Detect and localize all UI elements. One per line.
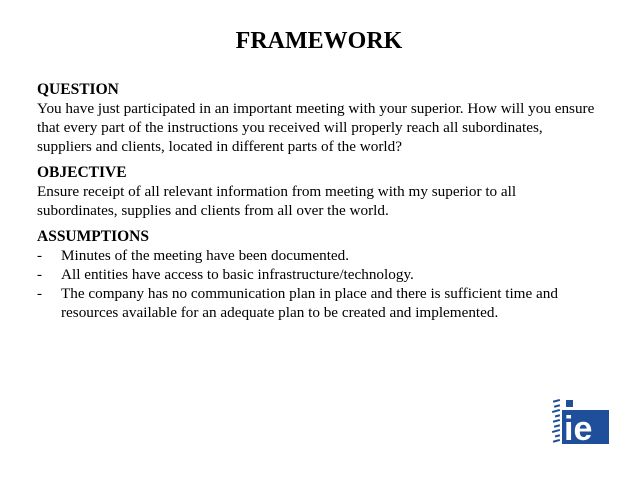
slide-content — [37, 80, 597, 329]
assumption-text: The company has no communication plan in place and there is sufficient time and resources available for an adequate plan to be created and implemented. — [61, 285, 558, 321]
assumptions-section — [37, 227, 597, 322]
bullet-dash: - — [37, 247, 43, 264]
slide-title: FRAMEWORK — [235, 28, 403, 54]
assumption-item — [37, 246, 597, 265]
question-heading: QUESTION — [37, 81, 119, 98]
bullet-dash: - — [37, 266, 43, 283]
assumption-text: All entities have access to basic infrastructure/technology. — [61, 266, 414, 283]
assumptions-heading: ASSUMPTIONS — [37, 228, 149, 245]
bullet-dash: - — [37, 285, 43, 302]
objective-heading: OBJECTIVE — [37, 164, 127, 181]
ie-logo-icon — [551, 396, 611, 446]
assumption-item — [37, 284, 597, 322]
assumption-text: Minutes of the meeting have been documented. — [61, 247, 350, 264]
assumptions-list — [37, 246, 597, 322]
assumption-item — [37, 265, 597, 284]
objective-text: Ensure receipt of all relevant information from meeting with my superior to all subordinates, supplies and clients from all over the world. — [37, 183, 517, 219]
question-section — [37, 80, 597, 156]
question-text: You have just participated in an important meeting with your superior. How will you ensure that every part of the instructions you received will properly reach all subordinates, suppliers and clients, located in different parts of the world? — [37, 100, 595, 155]
objective-section — [37, 163, 597, 220]
logo-text: ie — [564, 410, 593, 446]
